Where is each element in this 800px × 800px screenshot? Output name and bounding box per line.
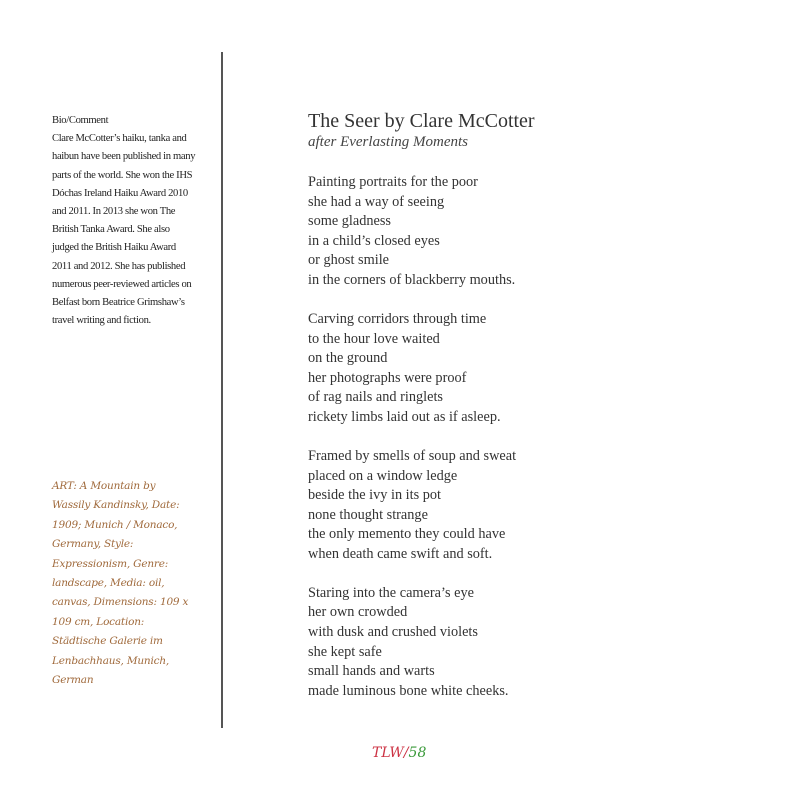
verse-line: of rag nails and ringlets	[308, 389, 443, 406]
art-credit-line: canvas, Dimensions: 109 x	[52, 596, 189, 609]
bio-line: Clare McCotter’s haiku, tanka and	[52, 133, 187, 145]
bio-line: Dóchas Ireland Haiku Award 2010	[52, 187, 188, 199]
verse-line: Framed by smells of soup and sweat	[308, 447, 517, 464]
verse-line: none thought strange	[308, 506, 428, 523]
bio-line: parts of the world. She won the IHS	[52, 169, 193, 181]
verse-line: rickety limbs laid out as if asleep.	[308, 408, 501, 425]
verse-line: her own crowded	[308, 604, 408, 621]
bio-line: British Tanka Award. She also	[52, 224, 170, 236]
verse-line: with dusk and crushed violets	[308, 624, 478, 641]
art-credit-line: Lenbachhaus, Munich,	[52, 654, 170, 667]
art-credit	[52, 477, 222, 690]
verse-line: her photographs were proof	[308, 369, 467, 386]
art-credit-line: Städtische Galerie im	[52, 635, 163, 648]
poem-body	[308, 173, 516, 721]
page-number: 58	[408, 745, 427, 761]
bio-section	[52, 112, 217, 330]
art-credit-line: German	[52, 674, 94, 687]
art-credit-line: 1909; Munich / Monaco,	[52, 518, 178, 531]
stanza	[308, 584, 516, 702]
verse-line: small hands and warts	[308, 663, 435, 680]
art-credit-line: Germany, Style:	[52, 538, 134, 551]
verse-line: made luminous bone white cheeks.	[308, 682, 509, 699]
verse-line: Staring into the camera’s eye	[308, 584, 474, 601]
art-credit-line: landscape, Media: oil,	[52, 577, 165, 590]
verse-line: or ghost smile	[308, 252, 390, 269]
verse-line: some gladness	[308, 213, 391, 230]
page-footer	[372, 745, 426, 761]
bio-line: travel writing and fiction.	[52, 315, 151, 327]
verse-line: placed on a window ledge	[308, 467, 458, 484]
stanza	[308, 173, 516, 291]
verse-line: beside the ivy in its pot	[308, 487, 442, 504]
bio-line: numerous peer-reviewed articles on	[52, 278, 192, 290]
verse-line: the only memento they could have	[308, 526, 506, 543]
verse-line: in the corners of blackberry mouths.	[308, 271, 516, 288]
verse-line: in a child’s closed eyes	[308, 232, 440, 249]
art-credit-line: Expressionism, Genre:	[52, 557, 169, 570]
art-credit-line: ART: A Mountain by	[52, 480, 156, 492]
verse-line: to the hour love waited	[308, 330, 440, 347]
verse-line: Carving corridors through time	[308, 310, 487, 327]
art-credit-line: 109 cm, Location:	[52, 615, 145, 628]
stanza	[308, 310, 516, 428]
journal-mark: TLW/	[372, 745, 409, 761]
bio-line: and 2011. In 2013 she won The	[52, 206, 176, 218]
bio-line: haibun have been published in many	[52, 151, 196, 163]
verse-line: she had a way of seeing	[308, 193, 445, 210]
art-credit-line: Wassily Kandinsky, Date:	[52, 499, 180, 512]
bio-line: Belfast born Beatrice Grimshaw’s	[52, 297, 185, 309]
bio-line: 2011 and 2012. She has published	[52, 260, 186, 272]
poem-subtitle: after Everlasting Moments	[308, 134, 468, 150]
verse-line: when death came swift and soft.	[308, 545, 493, 562]
bio-line: judged the British Haiku Award	[52, 242, 176, 254]
bio-heading: Bio/Comment	[52, 115, 109, 126]
verse-line: she kept safe	[308, 643, 382, 660]
poem-title: The Seer by Clare McCotter	[308, 110, 535, 132]
verse-line: Painting portraits for the poor	[308, 174, 478, 190]
stanza	[308, 447, 516, 565]
verse-line: on the ground	[308, 350, 388, 367]
